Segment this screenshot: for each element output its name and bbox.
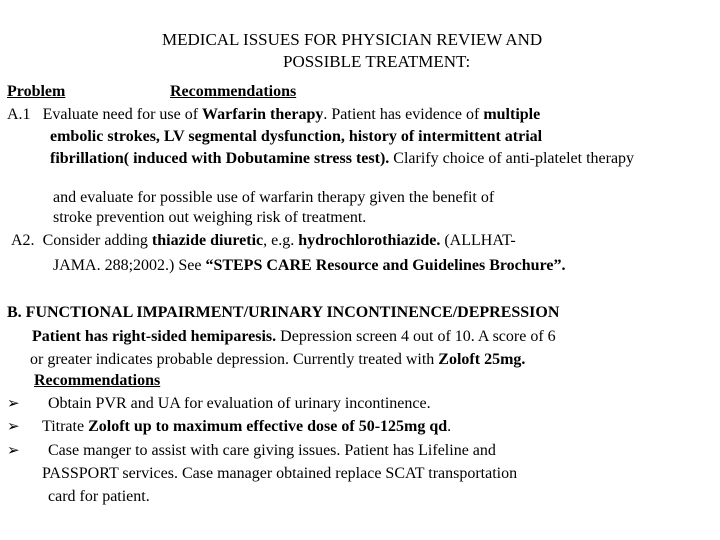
bullet-arrow-icon: ➢ — [7, 396, 20, 412]
bullet-3-line2: PASSPORT services. Case manager obtained replace SCAT transportation — [42, 465, 518, 482]
bullet-arrow-icon: ➢ — [7, 419, 20, 435]
page-title-line2: POSSIBLE TREATMENT: — [283, 52, 471, 71]
b-line1: Patient has right-sided hemiparesis. Depression screen 4 out of 10. A score of 6 — [32, 328, 556, 345]
a1-line3: fibrillation( induced with Dobutamine stress test). Clarify choice of anti-platelet therapy — [50, 150, 635, 167]
bullet-3-line1: Case manger to assist with care giving issues. Patient has Lifeline and — [48, 442, 496, 459]
a2-label: A2. — [11, 232, 35, 249]
bullet-arrow-icon: ➢ — [7, 443, 20, 459]
a2-line2: JAMA. 288;2002.) See “STEPS CARE Resource and Guidelines Brochure”. — [53, 257, 566, 274]
problem-header: Problem — [7, 83, 66, 100]
bullet-3-line3: card for patient. — [48, 488, 150, 505]
a1-line1: A.1 Evaluate need for use of Warfarin therapy. Patient has evidence of multiple — [7, 106, 541, 123]
b-line2: or greater indicates probable depression. Currently treated with Zoloft 25mg. — [30, 351, 526, 368]
bullet-1: Obtain PVR and UA for evaluation of urinary incontinence. — [48, 395, 431, 412]
a1-label: A.1 — [7, 106, 31, 123]
b-recommendations-header: Recommendations — [34, 372, 161, 389]
page-title-line1: MEDICAL ISSUES FOR PHYSICIAN REVIEW AND — [162, 30, 543, 49]
a2-line1: A2. Consider adding thiazide diuretic, e.g. hydrochlorothiazide. (ALLHAT- — [11, 232, 516, 249]
bullet-2: Titrate Zoloft up to maximum effective dose of 50-125mg qd. — [42, 418, 452, 435]
a1-line4: and evaluate for possible use of warfarin therapy given the benefit of — [53, 189, 495, 206]
recommendations-header: Recommendations — [170, 83, 297, 100]
b-heading: B. FUNCTIONAL IMPAIRMENT/URINARY INCONTINENCE/DEPRESSION — [7, 304, 560, 321]
a1-line5: stroke prevention out weighing risk of treatment. — [53, 209, 367, 226]
a1-line2: embolic strokes, LV segmental dysfunction, history of intermittent atrial — [50, 128, 543, 145]
